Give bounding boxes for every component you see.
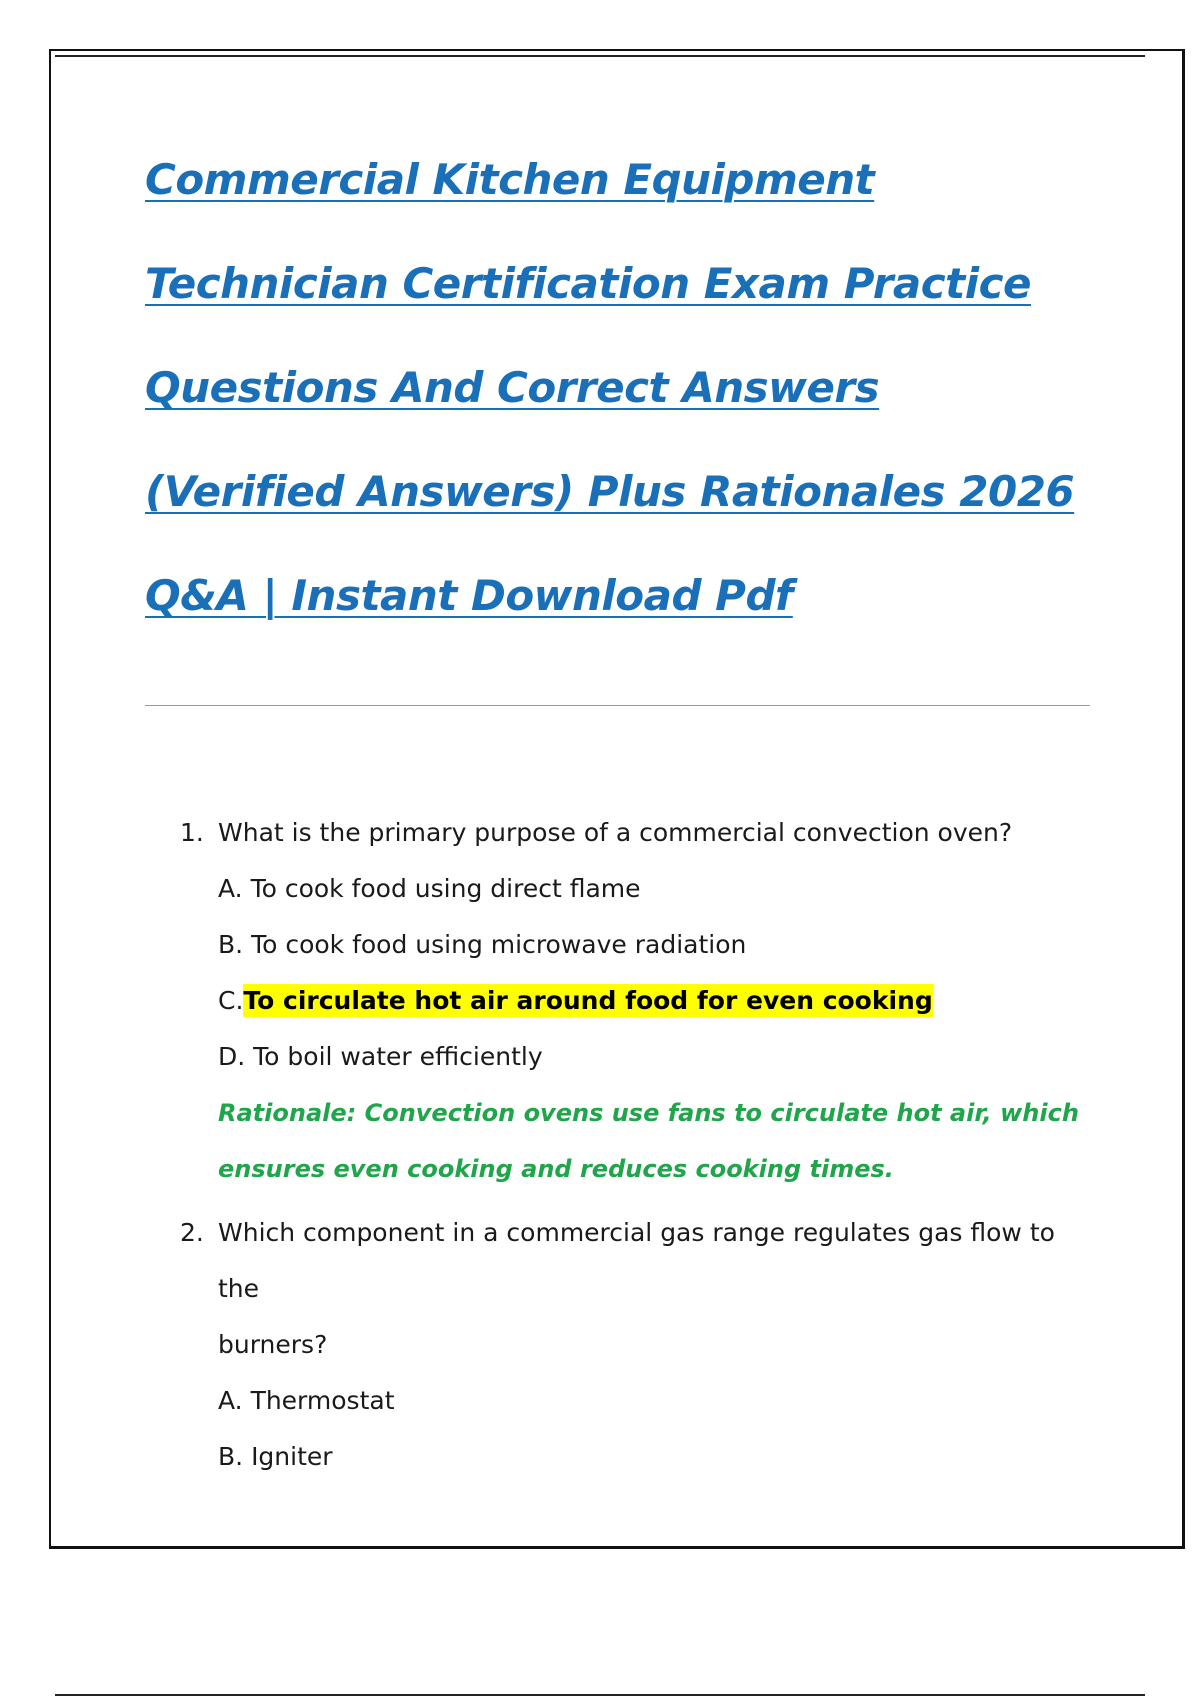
question-list xyxy=(180,805,1100,1485)
option-letter: D. xyxy=(218,1042,246,1071)
question-number: 1. xyxy=(180,818,204,847)
option-b xyxy=(218,917,1100,973)
title-line-text: (Verified Answers) Plus Rationales 2026 xyxy=(145,467,1075,516)
title-line xyxy=(145,556,1105,660)
section-divider xyxy=(145,705,1090,706)
option-text: To cook food using direct flame xyxy=(250,874,641,903)
rationale xyxy=(180,1085,1100,1197)
title-line xyxy=(145,140,1105,244)
option-text: Igniter xyxy=(251,1442,333,1471)
option-d xyxy=(218,1029,1100,1085)
option-a xyxy=(218,1373,1100,1429)
option-a xyxy=(218,861,1100,917)
correct-answer-highlight: To circulate hot air around food for even cooking xyxy=(243,986,933,1015)
option-b xyxy=(218,1429,1100,1485)
option-letter: A. xyxy=(218,874,243,903)
question-2 xyxy=(180,1205,1100,1485)
title-line-text: Technician Certification Exam Practice xyxy=(145,259,1032,308)
question-text: What is the primary purpose of a commercial convection oven? xyxy=(218,818,1013,847)
question-text-line: Which component in a commercial gas range regulates gas flow to the xyxy=(218,1218,1055,1303)
option-text: To cook food using microwave radiation xyxy=(251,930,747,959)
document-title xyxy=(145,140,1105,660)
question-1 xyxy=(180,805,1100,1197)
title-line xyxy=(145,348,1105,452)
title-line-text: Q&A | Instant Download Pdf xyxy=(145,571,793,620)
bottom-rule xyxy=(55,1694,1145,1696)
title-line xyxy=(145,244,1105,348)
option-letter: C. xyxy=(218,986,244,1015)
rationale-line: ensures even cooking and reduces cooking times. xyxy=(218,1155,894,1183)
top-rule xyxy=(55,55,1145,57)
title-line xyxy=(145,452,1105,556)
question-text xyxy=(218,1205,1100,1373)
option-letter: B. xyxy=(218,930,244,959)
question-text-line: burners? xyxy=(218,1330,328,1359)
option-letter: B. xyxy=(218,1442,244,1471)
question-stem xyxy=(180,805,1100,861)
answer-options xyxy=(180,1373,1100,1485)
answer-options xyxy=(180,861,1100,1085)
title-line-text: Questions And Correct Answers xyxy=(145,363,880,412)
question-number: 2. xyxy=(180,1218,204,1247)
option-text: Thermostat xyxy=(250,1386,395,1415)
question-stem xyxy=(180,1205,1100,1373)
rationale-line: Rationale: Convection ovens use fans to circulate hot air, which xyxy=(218,1099,1079,1127)
option-c-correct xyxy=(218,973,1100,1029)
title-line-text: Commercial Kitchen Equipment xyxy=(145,155,875,204)
option-text: To boil water efficiently xyxy=(253,1042,543,1071)
option-letter: A. xyxy=(218,1386,243,1415)
